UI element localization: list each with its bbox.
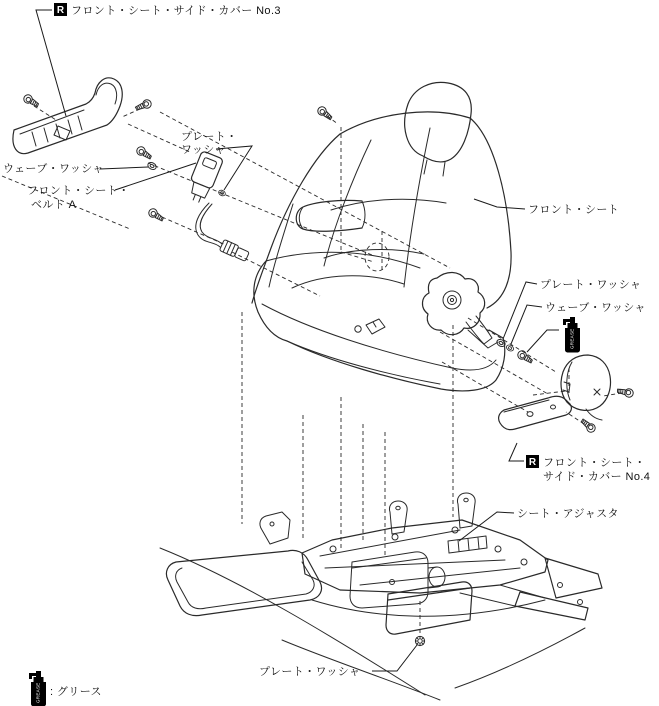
plate-washer-upper-label-line2: ワッシャ <box>181 144 226 156</box>
cover3-label: フロント・シート・サイド・カバー No.3 <box>71 5 281 17</box>
wave-washer-left-part <box>147 161 158 171</box>
screw-icon <box>135 145 153 160</box>
plate-washer-upper-label-line1: プレート・ <box>181 131 238 143</box>
seat-adjuster-label: シート・アジャスタ <box>517 508 619 520</box>
headrest <box>405 82 472 176</box>
floor-contour-lines <box>160 548 585 700</box>
screw-icon <box>579 418 597 434</box>
r-badge-text: R <box>56 5 65 16</box>
grease-bottle-icon <box>563 317 580 353</box>
armrest <box>296 200 365 231</box>
screw-icon <box>516 349 534 364</box>
cover4-label-line1: フロント・シート・ <box>543 457 646 469</box>
text-labels <box>3 3 650 678</box>
nut-icon <box>415 636 424 645</box>
screw-icon <box>135 98 153 113</box>
cushion-bolt <box>355 326 361 332</box>
recliner-mechanism <box>422 272 498 348</box>
r-badge-text: R <box>528 457 537 468</box>
belt-anchor-dashed-ellipse <box>365 243 389 271</box>
wave-washer-right-part <box>505 344 514 352</box>
grease-bottle-label: GREASE <box>569 328 575 349</box>
screw-icon <box>22 93 40 108</box>
seat-belt-label-line2: ベルト A <box>31 199 77 211</box>
wave-washer-right-label: ウェーブ・ワッシャ <box>545 302 646 314</box>
seat-cushion <box>254 252 505 391</box>
plate-washer-bottom-label: プレート・ワッシャ <box>259 666 361 678</box>
side-cover-no3 <box>13 78 122 154</box>
cover4-label-line2: サイド・カバー No.4 <box>543 471 651 483</box>
svg-text:GREASE: GREASE <box>35 682 41 703</box>
wave-washer-left-label: ウェーブ・ワッシャ <box>3 163 104 175</box>
grease-bottle-legend-icon <box>29 671 46 706</box>
plate-washer-right-label: プレート・ワッシャ <box>540 279 642 291</box>
seat-belt-label-line1: フロント・シート・ <box>27 185 130 197</box>
cushion-bracket <box>366 319 385 334</box>
grease-legend <box>29 671 102 706</box>
fasteners <box>22 93 633 645</box>
seat-belt-a <box>184 151 250 262</box>
front-seat-label: フロント・シート <box>528 204 620 216</box>
screw-icon <box>147 207 165 222</box>
screw-icon <box>617 387 634 397</box>
front-seat <box>252 82 511 391</box>
screw-icon <box>316 105 334 121</box>
grease-legend-label: : グリース <box>50 686 102 698</box>
